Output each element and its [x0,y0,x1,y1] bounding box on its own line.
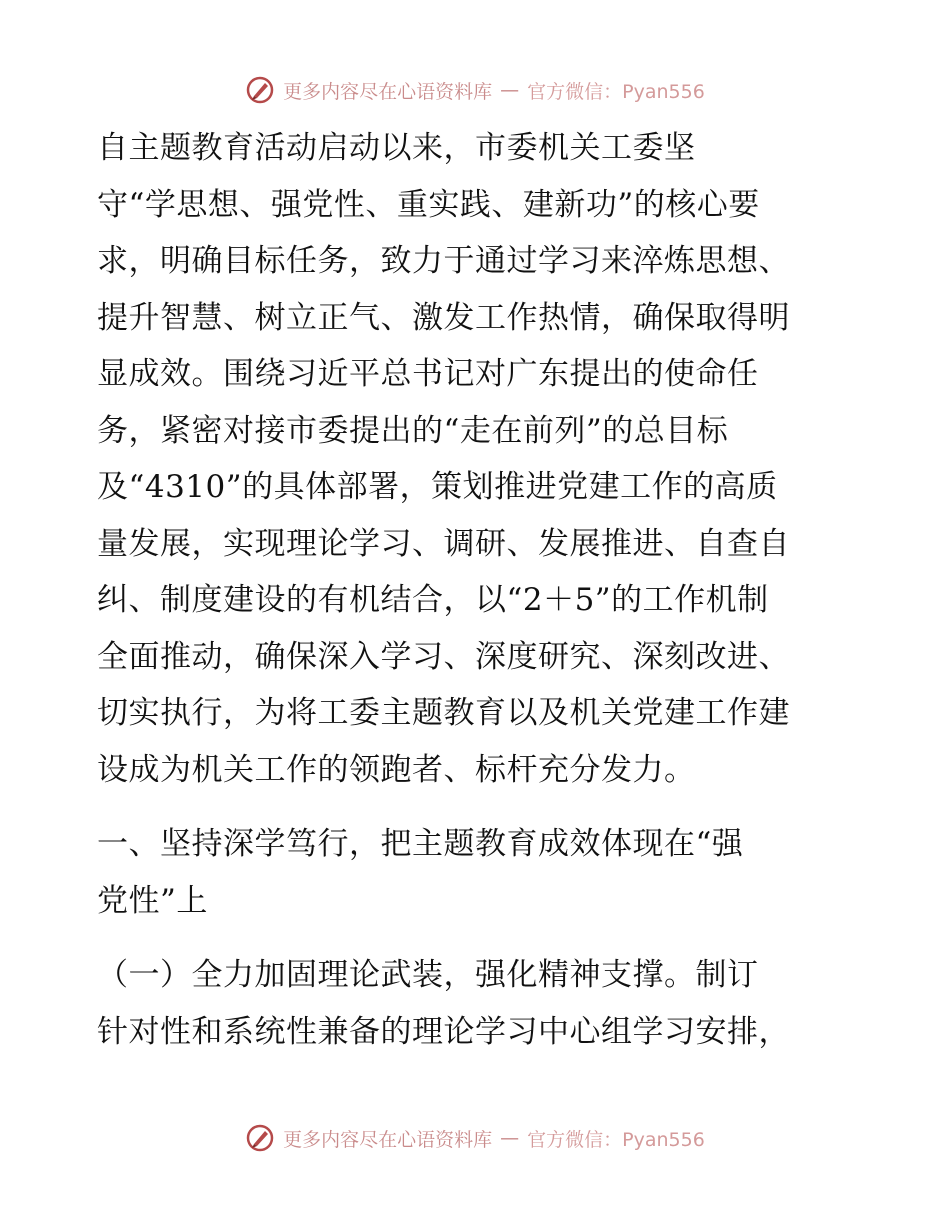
header-watermark [0,72,950,108]
watermark-contact: 官方微信：Pyan556 [527,80,705,103]
text-line: 守“学思想、强党性、重实践、建新功”的核心要 [97,186,760,223]
text-line: 针对性和系统性兼备的理论学习中心组学习安排， [97,1013,790,1050]
pen-logo-icon [245,75,275,105]
text-line: 量发展，实现理论学习、调研、发展推进、自查自 [97,525,790,562]
watermark-text: 更多内容尽在心语资料库 [283,1128,493,1151]
text-line: （一）全力加固理论武装，强化精神支撑。制订 [97,957,759,993]
text-line: 切实执行，为将工委主题教育以及机关党建工作建 [97,695,790,731]
heading-line: 党性”上 [97,882,208,919]
document-body [97,120,857,1060]
text-line: 及“4310”的具体部署，策划推进党建工作的高质 [97,469,778,505]
watermark-separator: — [500,1127,520,1149]
text-line: 显成效。围绕习近平总书记对广东提出的使命任 [97,356,759,392]
footer-watermark [0,1120,950,1156]
text-line: 务，紧密对接市委提出的“走在前列”的总目标 [97,412,729,449]
paragraph-gap [97,798,857,816]
watermark-text: 更多内容尽在心语资料库 [283,80,493,103]
paragraph-subsection [97,947,857,1060]
section-heading [97,816,857,929]
watermark-contact: 官方微信：Pyan556 [527,1128,705,1151]
text-line: 纠、制度建设的有机结合，以“2＋5”的工作机制 [97,582,769,618]
text-line: 全面推动，确保深入学习、深度研究、深刻改进、 [97,638,790,675]
paragraph-gap [97,929,857,947]
paragraph-intro [97,120,857,798]
heading-line: 一、坚持深学笃行，把主题教育成效体现在“强 [97,826,744,862]
text-line: 自主题教育活动启动以来，市委机关工委坚 [97,130,696,166]
pen-logo-icon [245,1123,275,1153]
text-line: 设成为机关工作的领跑者、标杆充分发力。 [97,751,696,788]
text-line: 求，明确目标任务，致力于通过学习来淬炼思想、 [97,243,790,279]
text-line: 提升智慧、树立正气、激发工作热情，确保取得明 [97,299,790,336]
watermark-separator: — [500,79,520,101]
